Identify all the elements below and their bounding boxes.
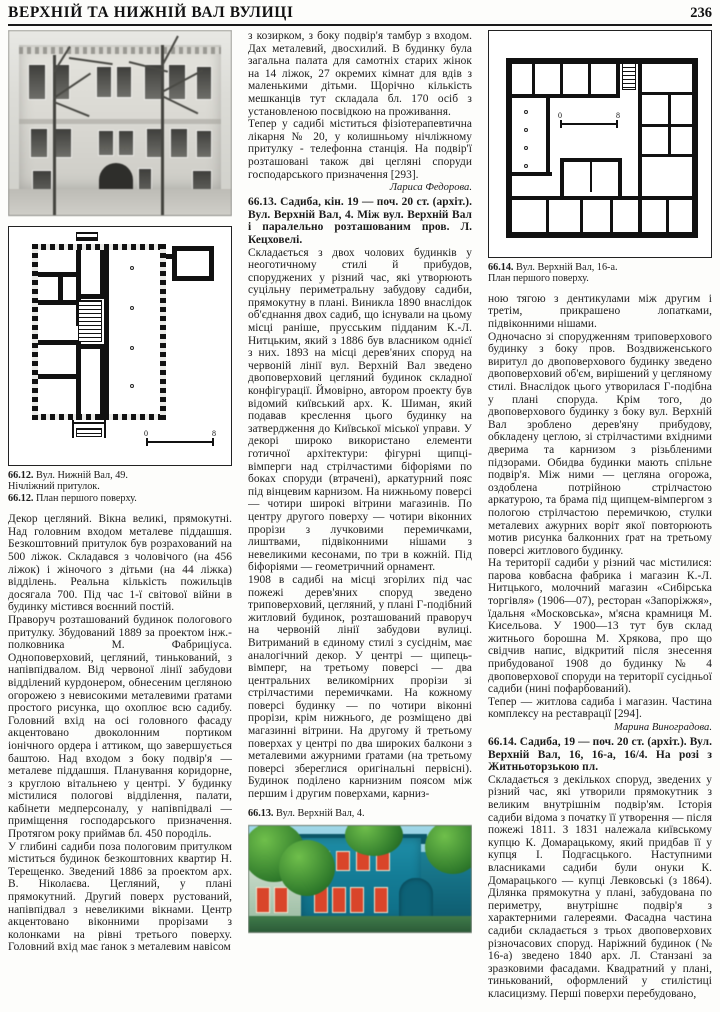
- floor-plan-66-14: [488, 30, 712, 258]
- three-column-layout: [8, 30, 712, 1008]
- plan-column: [524, 164, 528, 168]
- byline-maryna-vynohradova: Марина Виноградова.: [614, 722, 712, 733]
- entry-66-13: [248, 196, 472, 246]
- plan-column: [524, 128, 528, 132]
- photo-window: [171, 129, 187, 157]
- caption-text-2: Нічліжний притулок.: [8, 481, 100, 493]
- scale-label-start: 0: [558, 111, 562, 120]
- plan-column: [524, 110, 528, 114]
- running-head: [8, 4, 712, 22]
- plan-wall-exterior: [692, 58, 698, 238]
- plan-porch-wall: [104, 420, 106, 438]
- photo-window: [97, 67, 111, 97]
- caption-text-2: План першого поверху.: [488, 273, 589, 285]
- photo-window: [275, 888, 287, 912]
- photo-gate-arch: [399, 878, 433, 920]
- plan-column: [130, 306, 134, 310]
- plan-wall-interior: [560, 158, 564, 196]
- entry-66-14: [488, 736, 712, 774]
- floor-plan-66-12: [8, 226, 232, 466]
- plan-wall-annex: [172, 276, 214, 281]
- caption-66-12-photo: [8, 470, 232, 493]
- plan-wall-exterior: [506, 58, 512, 238]
- scale-tick: [212, 438, 214, 446]
- photo-cornice: [19, 47, 221, 54]
- paragraph-middle-4: 1908 в садибі на місці згорілих під час пожежі дерев'яних споруд зведено триповерховий, цегляний, у плані Г-подібний житловий будинок, розташований праворуч на червоній лінії забудови вулиці. Витриманий в єдиному стилі з сусіднім, має аналогічний декор. У центрі — щипець-вімперг, на третьому поверсі — два центральних великомірних прорізи зі стрілчастими перемичками. На кожному поверсі будинку — по чотири віконні прорізи, крім нижнього, де розміщено дві магазинні вітрини. На другому й третьому поверхах у центрі по два широких балкони з металевими ажурними ґратами (на третьому поверсі збереглися оригінальні первісні). Будинок поділено карнизним поясом між першим і другим поверхами, карниз-: [248, 573, 472, 801]
- plan-wall-courtyard: [546, 94, 550, 174]
- plan-column: [130, 384, 134, 388]
- plan-wall-interior: [76, 294, 104, 299]
- caption-number: 66.12.: [8, 492, 34, 504]
- scale-tick: [616, 120, 618, 128]
- plan-wall-annex: [172, 246, 214, 251]
- plan-wall-exterior: [32, 244, 38, 420]
- photo-window: [257, 888, 269, 912]
- plan-staircase: [78, 300, 102, 342]
- caption-number: 66.12.: [8, 470, 34, 481]
- plan-wall-interior: [38, 272, 76, 277]
- plan-porch: [74, 422, 104, 424]
- plan-wall-courtyard: [638, 58, 642, 236]
- plan-wall-hall: [104, 250, 109, 420]
- color-building-photo: [248, 825, 472, 933]
- plan-wall-exterior: [506, 232, 698, 238]
- plan-drawing-area: [494, 36, 706, 252]
- plan-wall-interior: [590, 162, 592, 192]
- plan-porch-steps: [76, 428, 102, 437]
- photo-building-facade: [19, 45, 221, 189]
- entry-title: Садиба, 19 — поч. 20 ст. (архіт.). Вул. Верхній Вал, 16, 16-а, 16/4. На розі з Житньоторзькою пл.: [488, 736, 712, 774]
- plan-wall-interior: [560, 58, 563, 94]
- figure-bw-photo: [8, 30, 232, 216]
- photo-foreground: [9, 189, 231, 215]
- plan-wall-courtyard: [512, 196, 698, 200]
- caption-number: 66.14.: [488, 262, 514, 273]
- paragraph-right-1: ною тягою з дентикулами між другим і третім, прикрашено лопатками, підвіконними нішами.: [488, 292, 712, 330]
- photo-window: [375, 888, 387, 912]
- plan-column: [130, 346, 134, 350]
- plan-wall-interior: [580, 200, 583, 238]
- plan-wall-courtyard: [512, 94, 620, 98]
- entry-title: Садиба, кін. 19 — поч. 20 ст. (архіт.). Вул. Верхній Вал, 4. Між вул. Верхній Вал і паралельно розташованим пров. Л. Кецховелі.: [248, 196, 472, 246]
- plan-wall-interior: [610, 200, 613, 238]
- photo-foreground: [249, 916, 471, 932]
- plan-wall-interior: [512, 172, 552, 176]
- plan-wall-interior: [666, 200, 669, 238]
- plan-scale-bar: [558, 111, 620, 132]
- figure-plan-66-12: [8, 226, 232, 466]
- plan-wall-interior: [618, 158, 622, 196]
- byline-larysa-fedorova: Лариса Федорова.: [389, 182, 472, 194]
- figure-plan-66-14: [488, 30, 712, 258]
- column-left: [8, 30, 232, 1008]
- photo-window: [117, 67, 131, 97]
- plan-wall-interior: [38, 300, 76, 305]
- plan-wall-interior: [38, 374, 76, 379]
- header-divider: [8, 24, 712, 26]
- paragraph-right-3: На території садиби у різний час містилися: парова ковбасна фабрика і магазин К.-Л. Нитцького, молочний магазин «Сибірська торгівля» (1906—07), ресторан «Запоріжжя», їдальня «Московська», м'ясна крамниця М. Кисельова. У 1900—13 тут був склад житнього борошна М. Хрякова, про що свідчив напис, відкритий після знесення прибудованої 1908 до будинку № 4 двоповерхової споруди на території сусідньої садиби (нині пофарбований).: [488, 557, 712, 696]
- photo-window: [55, 129, 71, 157]
- caption-66-14: [488, 262, 712, 285]
- plan-wall-exterior: [160, 244, 166, 420]
- paragraph-left-2: Праворуч розташований будинок пологового притулку. Збудований 1889 за проектом інж.-полковника М. Фабриціуса. Одноповерховий, цегляний, тинькований, з напівпідвалом. Від червоної лінії забудови відділений курдонером, обнесеним цегляною огорожею з невисокими металевими ґратами простого рисунка, що охоплює всю садибу. Головний вхід на осі головного фасаду акцентовано двоколонним портиком іонічного ордера і аттиком, що завершується баштою. Над входом з боку подвір'я — металеве піддашшя. Планування коридорне, з круглою вітальнею у центрі. У будинку містилися пологові відділення, палати, кабінети медперсоналу, у напівпідвалі — приміщення господарського призначення. Протягом року приймав бл. 450 породіль.: [8, 613, 232, 841]
- photo-window: [333, 888, 345, 912]
- scale-label-end: 8: [212, 429, 216, 438]
- paragraph-right-5: Складається з декількох споруд, зведених у різний час, які утворили прямокутник з великим внутрішнім подвір'ям. Історія садиби відома з початку її утворення — після пожежі 1811. З 1831 належала київському купцю К. Домарацькому, який придбав її у купця І. Подгасцького. Наступними власниками садиби були онуки К. Домарацького — купці Левковські (з 1864). Ділянка прямокутна у плані, забудована по периметру, внутрішнє подвір'я з характерними галереями. Фасадна частина садиби складається з трьох двоповерхових різночасових споруд. Наріжний будинок (№ 16-а) зведено 1840 арх. Л. Станзані за зразковими фасадами. Квадратний у плані, тинькований, оформлений у стилістиці класицизму. Перші поверхи перебудовано,: [488, 773, 712, 1000]
- caption-text: Вул. Верхній Вал, 16-а.: [516, 262, 618, 273]
- paragraph-middle-3: Складається з двох чолових будинків у неоготичному стилі й прибудов, споруджених у різний час, які утворюють суцільну периметральну забудову садиби, прямокутну в плані. Виникла 1890 внаслідок об'єднання двох садиб, що існували на цьому місці раніше, прусським підданим К.-Л. Нитцьким, який з 1886 був власником однієї з них. 1893 на місці дерев'яних споруд на червоній лінії вул. Верхній Вал зведено двоповерховий цегляний будинок складної конфігурації. Ймовірно, автором проекту був відомий київський арх. К. Шиман, який подавав креслення цього будинку на затвердження до Київської міської управи. У декорі широко використано елементи готичної архітектури: фігурні щипці-вімперги над стрілчастими біфоріями по боках споруди (втрачені), аркатурний пояс під вінцевим карнизом. На нижньому поверсі — чотири широкі вітрини магазинів. По центру другого поверху — чотири віконних прорізи з лучковими перемичками, лиштвами, підвіконними нішами з невеликими кесонами, по три в кожній. Під біфоріями — геометричний орнамент.: [248, 246, 472, 574]
- photo-window: [197, 131, 211, 157]
- figure-color-photo: [248, 825, 472, 933]
- plan-scale-bar: [144, 429, 216, 450]
- plan-wall-annex: [209, 246, 214, 278]
- plan-wall-interior: [642, 154, 698, 157]
- plan-wall-interior: [588, 58, 591, 94]
- plan-wall-connector: [166, 254, 174, 259]
- caption-66-12-plan: [8, 493, 232, 504]
- plan-column: [130, 266, 134, 270]
- scale-tick: [560, 120, 562, 128]
- photo-window: [29, 65, 45, 99]
- photo-window: [99, 131, 113, 155]
- paragraph-right-2: Одночасно зі спорудженням триповерхового будинку з боку пров. Воздвиженського виритул до двоповерхового будинку зведено двоповерховий об'єм, вирішений у цегляному стилі. Внаслідок цього утворилася Г-подібна у плані споруда. Крім того, до двоповерхового будинку з боку вул. Верхній Вал зроблено дерев'яну прибудову, обкладену цеглою, зі стрілчастими вхідними дверима та карнизом з різьбленими підзорами. Обидва будинки мають спільне подвір'я. Між ними — цегляна огорожа, оздоблена потрійною стрілчастою аркатурою, та брама під щипцем-вімпергом з пологою стрілчастою перемичкою, стулки металевих ажурних воріт якої повторюють мотив рисунка балконних ґрат на третьому поверсі житлового будинку.: [488, 330, 712, 557]
- photo-window: [31, 129, 47, 157]
- archival-building-photo: [8, 30, 232, 216]
- caption-66-13: [248, 808, 472, 819]
- entry-number: 66.14.: [488, 736, 517, 748]
- plan-wall-interior: [76, 340, 81, 420]
- photo-window: [351, 888, 363, 912]
- paragraph-left-3: У глибині садиби поза пологовим притулком міститься будинок безкоштовних квартир Н. Терещенко. Зведений 1886 за проектом арх. В. Ніколаєва. Цегляний, у плані прямокутний. Другий поверх рустований, напівпідвал з невеликими вікнами. Центр акцентовано віконними прорізами з колонками на рівні третього поверху. Головний вхід має ґанок з металевим навісом: [8, 840, 232, 954]
- plan-drawing-area: [14, 232, 226, 460]
- plan-column: [524, 146, 528, 150]
- scale-label-start: 0: [144, 429, 148, 438]
- paragraph-right-4: Тепер — житлова садиба і магазин. Частина комплексу на реставрації [294].: [488, 695, 712, 721]
- scale-bar-line: [560, 123, 618, 125]
- plan-porch-wall: [72, 420, 74, 438]
- photo-tree: [53, 55, 56, 215]
- caption-text: Вул. Верхній Вал, 4.: [276, 807, 365, 819]
- entry-number: 66.13.: [248, 196, 277, 209]
- caption-number: 66.13.: [248, 807, 274, 819]
- plan-porch-steps: [76, 232, 98, 239]
- scale-bar-line: [146, 441, 214, 443]
- paragraph-left-1: Декор цегляний. Вікна великі, прямокутні. Над головним входом металеве піддашшя. Безкоштовний притулок був розрахований на 500 ліжок. Складався з чоловічого (на 456 ліжок) і жіночого з дітьми (на 44 ліжка) відділень. Реальна кількість пожильців досягала 700. Під час 1-ї світової війни в будинку містився воєнний постій.: [8, 513, 232, 614]
- plan-wall-interior: [532, 58, 535, 94]
- plan-wall-exterior: [32, 414, 166, 420]
- page-number: 236: [690, 5, 712, 21]
- plan-staircase: [622, 62, 636, 90]
- plan-wall-interior: [38, 340, 76, 345]
- plan-wall-interior: [668, 92, 671, 154]
- column-middle: [248, 30, 472, 1008]
- paragraph-middle-1: з козирком, з боку подвір'я тамбур з входом. Дах металевий, двосхилий. В будинку була загальна палата для самотніх старих жінок на 14 ліжок, 27 окремих кімнат для вдів з маленькими дітьми. Щорічно кількість мешканців тут складала бл. 170 осіб з установленою посвідкою на проживання.: [248, 30, 472, 118]
- plan-wall-interior: [616, 58, 620, 98]
- photo-window: [119, 131, 133, 155]
- scale-label-end: 8: [616, 111, 620, 120]
- plan-wall-exterior: [32, 244, 166, 250]
- caption-text: Вул. Нижній Вал, 49.: [36, 470, 128, 481]
- scale-tick: [146, 438, 148, 446]
- photo-window: [337, 852, 349, 870]
- photo-tree: [279, 840, 335, 896]
- photo-string-course: [19, 119, 221, 124]
- plan-wall-interior: [546, 200, 549, 238]
- column-right: [488, 30, 712, 1008]
- plan-wall-interior: [58, 272, 63, 300]
- plan-wall-annex: [172, 246, 177, 278]
- caption-text: План першого поверху.: [36, 492, 137, 504]
- paragraph-middle-2: Тепер у садибі міститься фізіотерапевтична лікарня № 20, у колишньому нічліжному притулку - телефонна станція. На подвір'ї розташовані також дві цегляні споруди господарського призначення [293].: [248, 118, 472, 181]
- running-head-title: ВЕРХНІЙ ТА НИЖНІЙ ВАЛ ВУЛИЦІ: [8, 4, 294, 21]
